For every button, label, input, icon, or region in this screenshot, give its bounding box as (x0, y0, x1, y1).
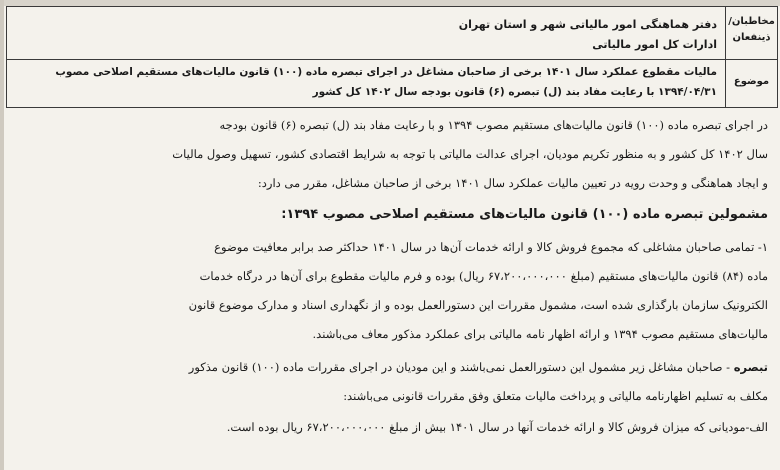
note-line-1-text: - صاحبان مشاغل زیر مشمول این دستورالعمل نمی‌باشند و این مودیان در اجرای مقررات ماده (۱۰۰) قانون مذکور (188, 360, 734, 374)
subject-row (7, 60, 777, 107)
addressee-line-1: دفتر هماهنگی امور مالیاتی شهر و استان تهران (458, 18, 717, 31)
header-table (6, 6, 778, 108)
subject-cell (7, 60, 725, 107)
section-heading: مشمولین تبصره ماده (۱۰۰) قانون مالیات‌های مستقیم اصلاحی مصوب ۱۳۹۴: (281, 207, 768, 222)
subject-line-1: مالیات مقطوع عملکرد سال ۱۴۰۱ برخی از صاحبان مشاغل در اجرای تبصره ماده (۱۰۰) قانون مالیات‌های مستقیم اصلاحی مصوب (55, 66, 717, 78)
addressee-line-2: ادارات کل امور مالیاتی (592, 38, 717, 51)
addressee-row (7, 7, 777, 60)
subject-label-cell (725, 60, 777, 107)
paragraph-1-line-2: سال ۱۴۰۲ کل کشور و به منظور تکریم مودیان، اجرای عدالت مالیاتی با توجه به شرایط اقتصادی کشور، تسهیل وصول مالیات (172, 147, 768, 161)
addressee-cell (7, 7, 725, 59)
item-1-line-4: مالیات‌های مستقیم مصوب ۱۳۹۴ و ارائه اظهار نامه مالیاتی برای عملکرد مذکور معاف می‌باشند. (312, 327, 768, 341)
subject-line-2: ۱۳۹۴/۰۴/۳۱ با رعایت مفاد بند (ل) تبصره (۶) قانون بودجه سال ۱۴۰۲ کل کشور (312, 86, 717, 98)
addressee-label: مخاطبان/ ذینفعان (728, 16, 775, 43)
note-line-1 (12, 360, 768, 374)
item-1-line-3: الکترونیک سازمان بارگذاری شده است، مشمول مقررات این دستورالعمل بوده و از نگهداری اسناد و مدارک موضوع قانون (188, 298, 768, 312)
item-1-line-2: ماده (۸۴) قانون مالیات‌های مستقیم (مبلغ ۶۷،۲۰۰،۰۰۰،۰۰۰ ریال) بوده و فرم مالیات مقطوع برای آن‌ها در درگاه خدمات (199, 269, 768, 283)
item-1-line-1: ۱- تمامی صاحبان مشاغلی که مجموع فروش کالا و ارائه خدمات آن‌ها در سال ۱۴۰۱ حداکثر صد برابر معافیت موضوع (214, 240, 768, 254)
item-a: الف-مودیانی که میزان فروش کالا و ارائه خدمات آنها در سال ۱۴۰۱ بیش از مبلغ ۶۷،۲۰۰،۰۰۰،۰۰۰ ریال بوده است. (226, 420, 768, 434)
note-line-2: مکلف به تسلیم اظهارنامه مالیاتی و پرداخت مالیات متعلق وفق مقررات قانونی می‌باشند: (343, 389, 768, 403)
note-label: تبصره (733, 360, 768, 374)
addressee-label-cell (725, 7, 777, 59)
paragraph-1-line-3: و ایجاد هماهنگی و وحدت رویه در تعیین مالیات عملکرد سال ۱۴۰۱ برخی از صاحبان مشاغل، مقرر می دارد: (257, 176, 768, 190)
paragraph-1-line-1: در اجرای تبصره ماده (۱۰۰) قانون مالیات‌های مستقیم مصوب ۱۳۹۴ و با رعایت مفاد بند (ل) تبصره (۶) قانون بودجه (219, 118, 768, 132)
subject-label: موضوع (733, 76, 770, 87)
scan-shadow (0, 0, 4, 470)
